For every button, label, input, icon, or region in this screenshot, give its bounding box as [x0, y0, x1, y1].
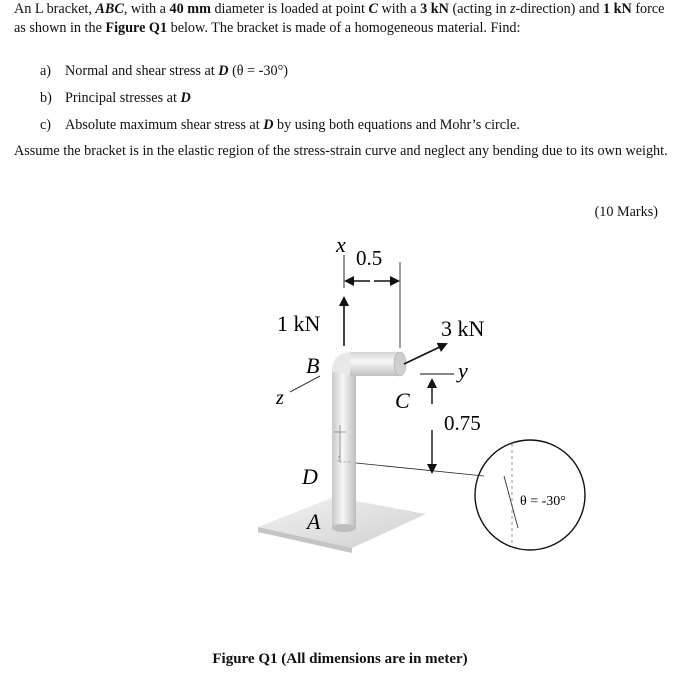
problem-statement: An L bracket, ABC, with a 40 mm diameter is loaded at point C with a 3 kN (acting in z-direction) and 1 kN force as shown in the Figure Q1 below. The bracket is made of a homogeneous material. Find: — [14, 1, 665, 36]
angle-plane-line — [504, 476, 518, 528]
z-axis-line — [290, 376, 320, 392]
question-b: b) Principal stresses at D — [40, 90, 191, 106]
force-3kn-arrow — [404, 344, 446, 364]
arm-bc — [350, 352, 400, 376]
angle-label: θ = -30° — [520, 494, 566, 509]
question-a: a) Normal and shear stress at D (θ = -30°) — [40, 63, 288, 79]
question-c: c) Absolute maximum shear stress at D by using both equations and Mohr’s circle. — [40, 117, 520, 133]
axis-y-label: y — [458, 358, 468, 383]
figure-caption: Figure Q1 (All dimensions are in meter) — [212, 651, 468, 667]
dim-0-5-label: 0.5 — [356, 246, 383, 270]
force-1kn-label: 1 kN — [277, 311, 321, 336]
dim-0-75-label: 0.75 — [444, 411, 481, 435]
point-d-label: D — [302, 464, 318, 489]
point-c-label: C — [395, 388, 410, 413]
rod-ab — [332, 372, 356, 528]
rod-foot — [332, 524, 356, 532]
detail-leader — [356, 463, 484, 476]
marks-label: (10 Marks) — [594, 204, 658, 220]
point-a-label: A — [307, 509, 321, 534]
point-b-label: B — [306, 353, 320, 378]
axis-z-label: z — [276, 387, 284, 409]
assumption-text: Assume the bracket is in the elastic region of the stress-strain curve and neglect any bending due to its own weight. — [14, 143, 668, 159]
axis-x-label: x — [336, 232, 346, 257]
force-3kn-label: 3 kN — [441, 316, 485, 341]
